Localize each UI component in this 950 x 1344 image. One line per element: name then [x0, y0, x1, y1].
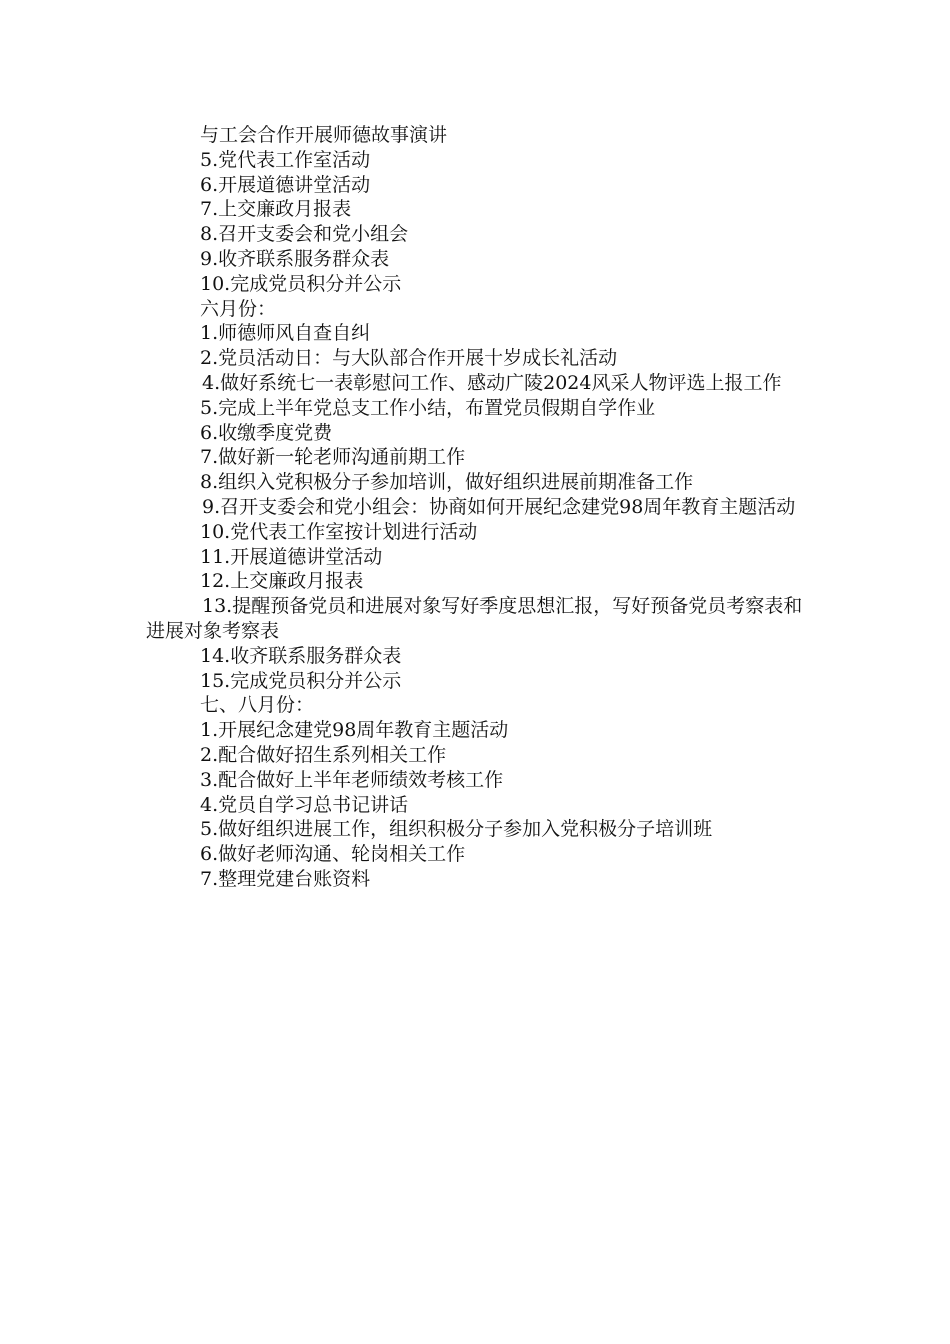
list-item: 3.配合做好上半年老师绩效考核工作 — [200, 768, 504, 791]
document-body — [146, 123, 810, 892]
section-heading-july-august: 七、八月份： — [200, 694, 315, 717]
list-item: 5.党代表工作室活动 — [200, 148, 371, 171]
list-item: 10.完成党员积分并公示 — [200, 272, 402, 295]
list-item: 11.开展道德讲堂活动 — [200, 545, 383, 568]
list-item: 14.收齐联系服务群众表 — [200, 644, 402, 667]
list-item: 7.整理党建台账资料 — [200, 867, 371, 890]
list-item: 6.做好老师沟通、轮岗相关工作 — [200, 843, 466, 866]
section-heading-june: 六月份： — [200, 297, 277, 320]
list-item: 6.开展道德讲堂活动 — [200, 173, 371, 196]
list-item: 13.提醒预备党员和进展对象写好季度思想汇报，写好预备党员考察表和进展对象考察表 — [146, 595, 803, 642]
list-item: 15.完成党员积分并公示 — [200, 669, 402, 692]
list-item: 9.收齐联系服务群众表 — [200, 247, 390, 270]
list-item: 10.党代表工作室按计划进行活动 — [200, 520, 478, 543]
list-item: 2.配合做好招生系列相关工作 — [200, 743, 447, 766]
list-item: 12.上交廉政月报表 — [200, 570, 364, 593]
list-item: 2.党员活动日：与大队部合作开展十岁成长礼活动 — [200, 347, 618, 370]
list-item: 7.做好新一轮老师沟通前期工作 — [200, 446, 466, 469]
list-item: 6.收缴季度党费 — [200, 421, 333, 444]
list-item: 5.做好组织进展工作，组织积极分子参加入党积极分子培训班 — [200, 818, 713, 841]
list-item: 1.开展纪念建党98周年教育主题活动 — [200, 719, 509, 742]
list-item: 4.做好系统七一表彰慰问工作、感动广陵2024风采人物评选上报工作 — [202, 371, 782, 394]
list-item: 7.上交廉政月报表 — [200, 198, 352, 221]
list-item: 9.召开支委会和党小组会：协商如何开展纪念建党98周年教育主题活动 — [202, 495, 796, 518]
list-item: 5.完成上半年党总支工作小结，布置党员假期自学作业 — [200, 396, 656, 419]
list-item: 8.组织入党积极分子参加培训，做好组织进展前期准备工作 — [200, 471, 694, 494]
text-line: 与工会合作开展师德故事演讲 — [200, 124, 448, 146]
list-item: 1.师德师风自查自纠 — [200, 322, 371, 345]
list-item: 4.党员自学习总书记讲话 — [200, 793, 409, 816]
list-item: 8.召开支委会和党小组会 — [200, 223, 409, 246]
